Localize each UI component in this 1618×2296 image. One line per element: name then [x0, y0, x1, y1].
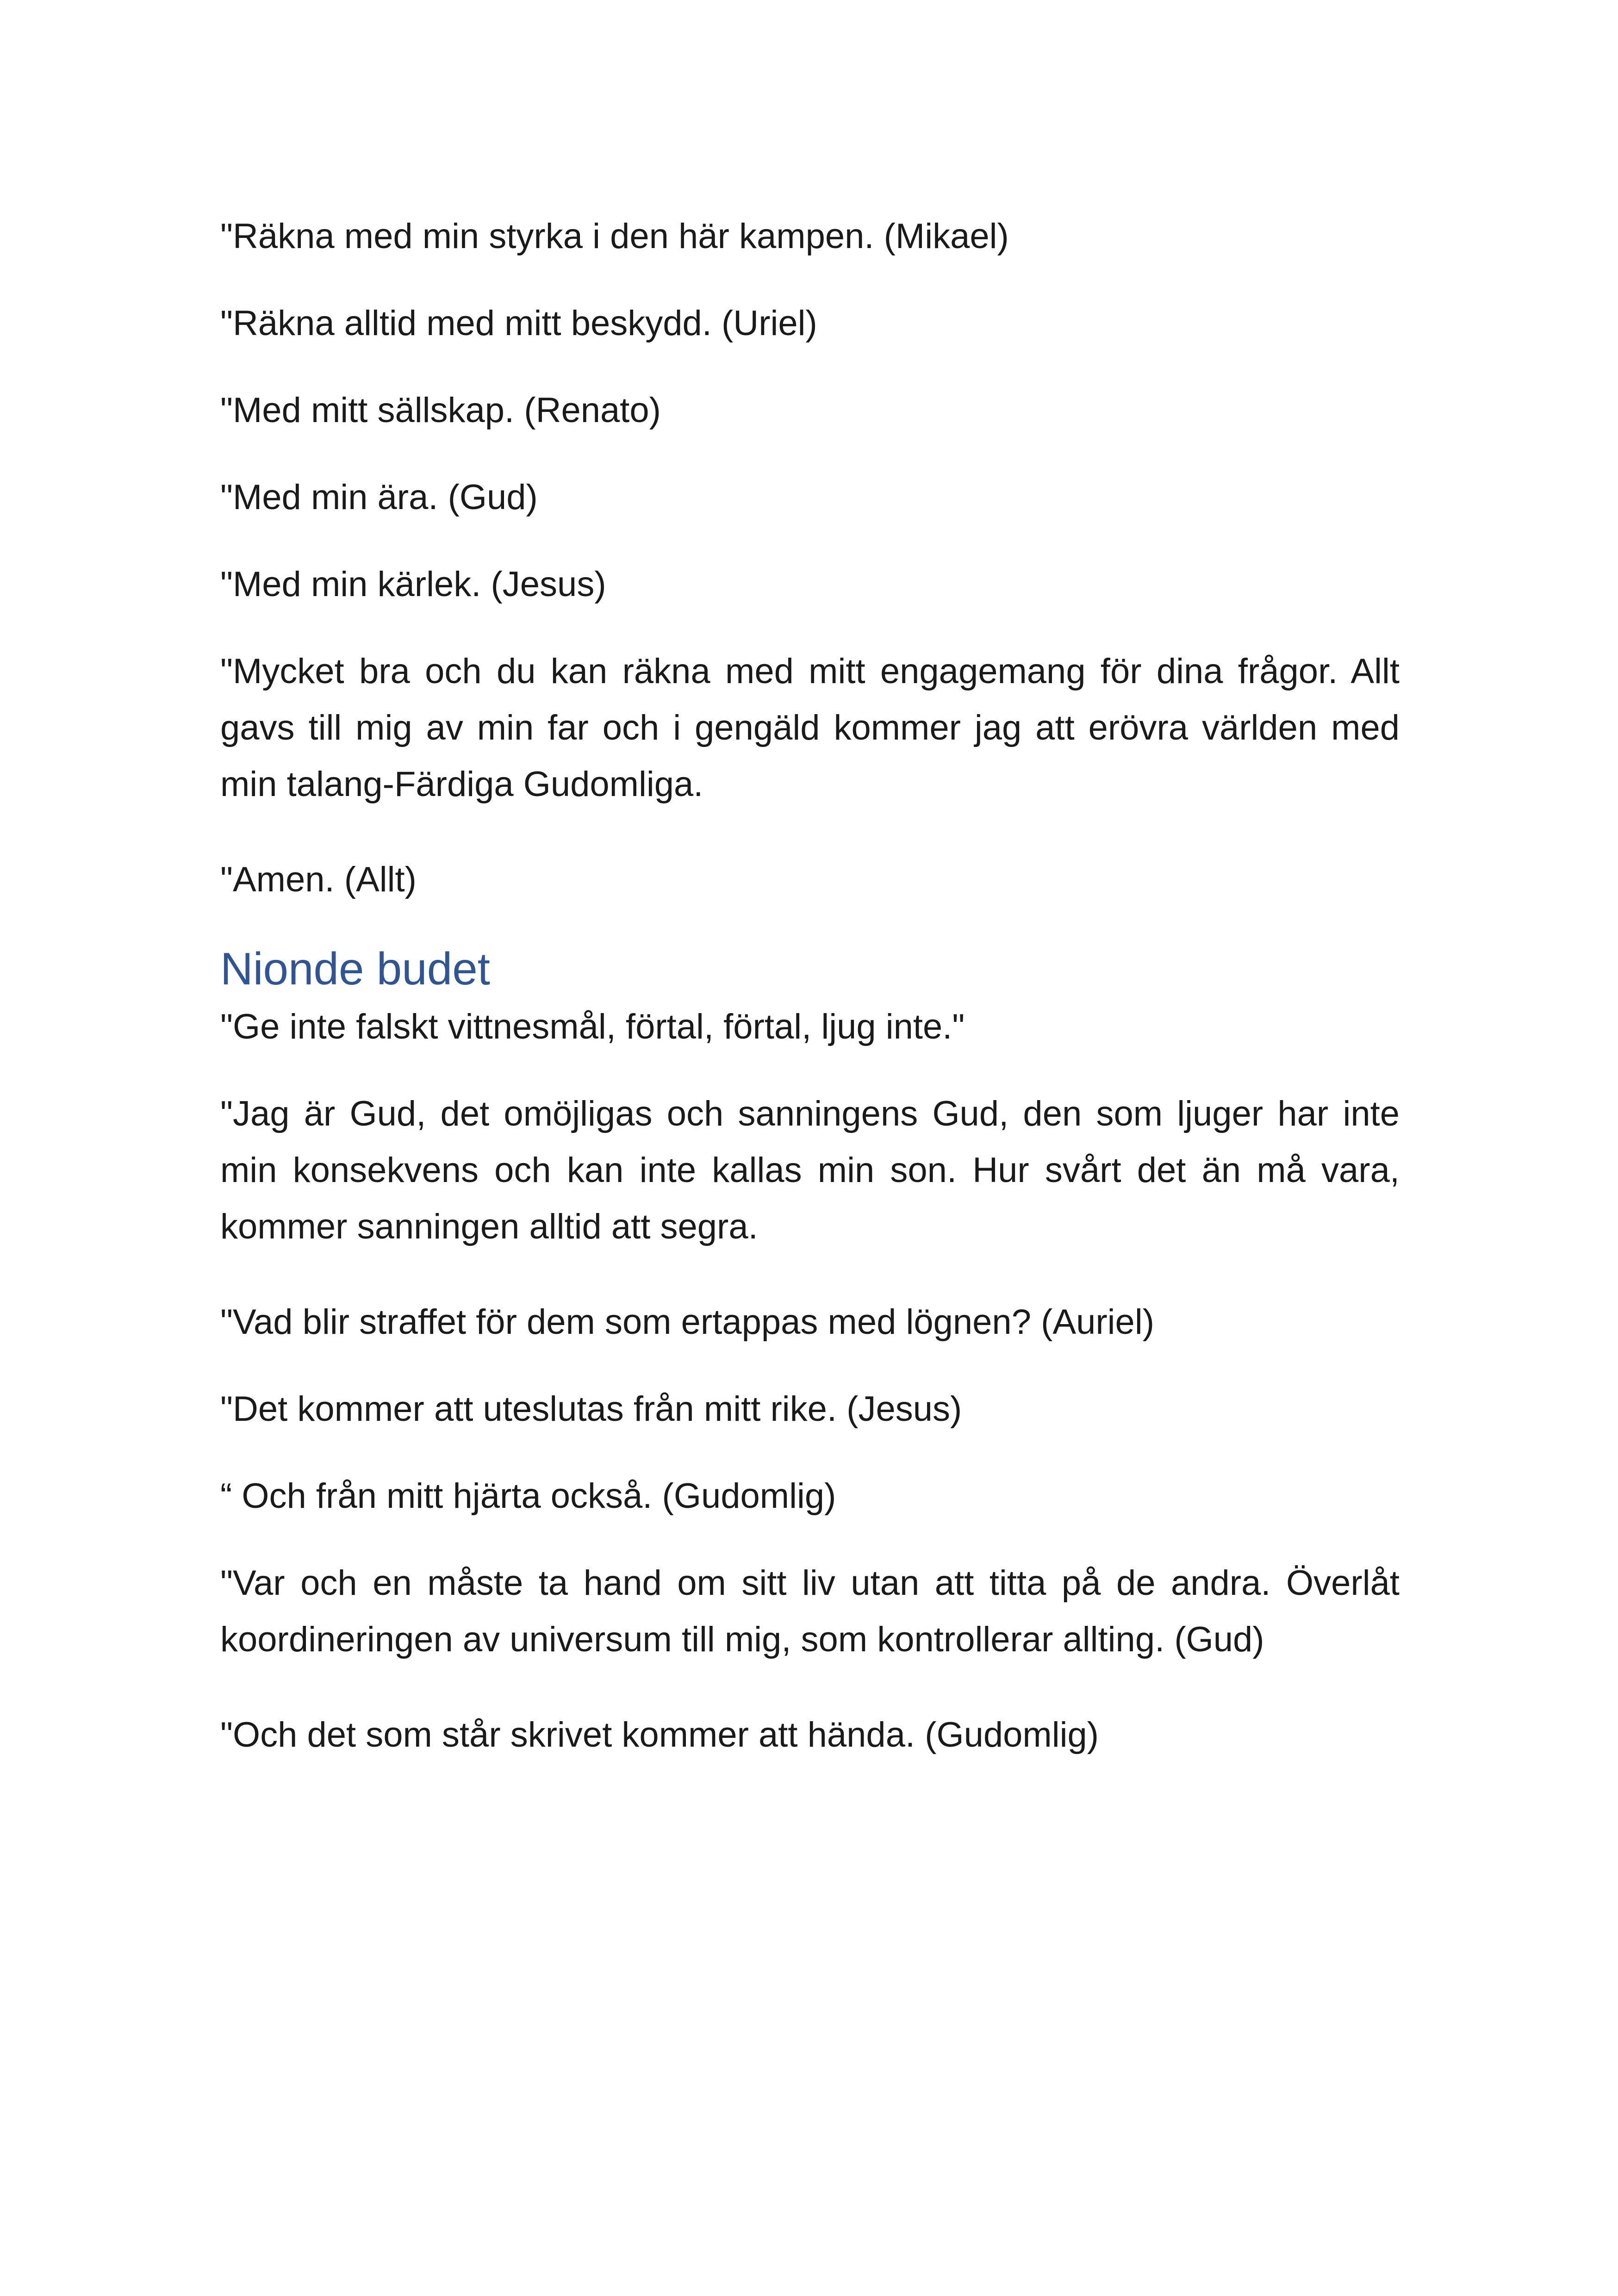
paragraph: "Räkna alltid med mitt beskydd. (Uriel) [220, 304, 817, 343]
paragraph: "Med min ära. (Gud) [220, 478, 538, 517]
paragraph: "Med mitt sällskap. (Renato) [220, 391, 661, 430]
paragraph: "Jag är Gud, det omöjligas och sanningens Gud, den som ljuger har inte min konsekvens och kan inte kallas min son. Hur svårt det än må vara, kommer sanningen alltid att segra. [220, 1094, 1400, 1246]
paragraph: "Var och en måste ta hand om sitt liv utan att titta på de andra. Överlåt koordineringen av universum till mig, som kontrollerar allting. (Gud) [220, 1563, 1400, 1659]
paragraph: "Med min kärlek. (Jesus) [220, 565, 606, 604]
paragraph: "Vad blir straffet för dem som ertappas med lögnen? (Auriel) [220, 1302, 1155, 1342]
paragraph: "Mycket bra och du kan räkna med mitt engagemang för dina frågor. Allt gavs till mig av min far och i gengäld kommer jag att erövra världen med min talang-Färdiga Gudomliga. [220, 652, 1400, 804]
document-page [220, 208, 1400, 1794]
paragraph: “ Och från mitt hjärta också. (Gudomlig) [220, 1476, 836, 1516]
paragraph: "Och det som står skrivet kommer att hända. (Gudomlig) [220, 1715, 1099, 1755]
section-heading: Nionde budet [220, 943, 491, 994]
paragraph: "Ge inte falskt vittnesmål, förtal, förtal, ljug inte." [220, 1007, 965, 1046]
paragraph: "Det kommer att uteslutas från mitt rike. (Jesus) [220, 1389, 962, 1429]
paragraph: "Amen. (Allt) [220, 860, 417, 899]
paragraph: "Räkna med min styrka i den här kampen. (Mikael) [220, 217, 1009, 256]
